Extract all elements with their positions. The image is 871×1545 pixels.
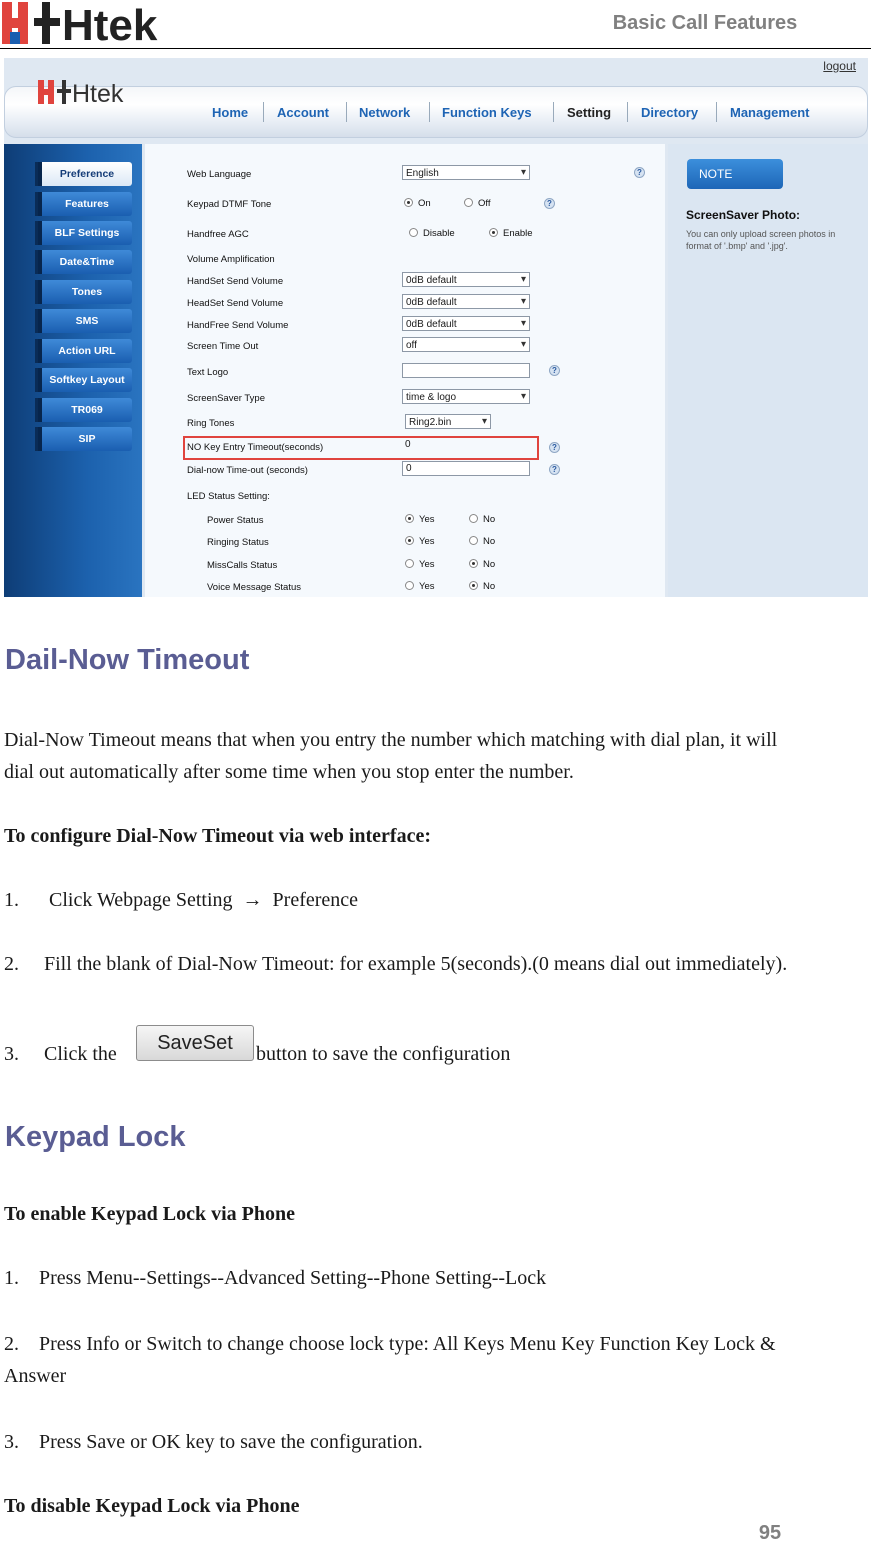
note-panel [668,144,868,597]
misscalls-no-radio[interactable] [469,559,478,568]
sidebar-item-tr069[interactable]: TR069 [38,398,132,422]
web-language-label: Web Language [187,169,252,180]
sidebar-item-softkey-layout[interactable]: Softkey Layout [38,368,132,392]
intro-line-1: Dial-Now Timeout means that when you entry the number which matching with dial plan, it will [4,729,778,751]
help-icon[interactable]: ? [544,198,555,209]
preference-form [145,144,665,597]
ring-tones-select[interactable]: Ring2.bin ▾ [405,414,491,429]
keypad-step-2: 2. Press Info or Switch to change choose lock type: All Keys Menu Key Function Key Lock & [4,1333,776,1355]
nav-divider [553,102,554,122]
nav-divider [716,102,717,122]
nav-account[interactable]: Account [277,105,329,120]
heading-keypad-lock: Keypad Lock [5,1121,186,1153]
no-key-entry-timeout-label: NO Key Entry Timeout(seconds) [187,442,324,453]
page-number: 95 [758,1522,782,1544]
misscalls-yes-radio[interactable] [405,559,414,568]
htek-logo [38,78,148,106]
handfree-send-volume-select[interactable]: 0dB default ▾ [402,316,530,331]
heading-dial-now-timeout: Dail-Now Timeout [5,644,250,676]
sidebar-item-blf-settings[interactable]: BLF Settings [38,221,132,245]
headset-send-volume-select[interactable]: 0dB default ▾ [402,294,530,309]
help-icon[interactable]: ? [634,167,645,178]
voice-msg-no-radio[interactable] [469,581,478,590]
agc-enable-label: Enable [503,228,533,239]
keypad-step-2-cont: Answer [4,1365,67,1387]
power-status-label: Power Status [207,515,264,526]
headset-send-volume-label: HeadSet Send Volume [187,298,284,309]
voice-msg-yes-radio[interactable] [405,581,414,590]
screen-timeout-label: Screen Time Out [187,341,259,352]
step-2: 2. Fill the blank of Dial-Now Timeout: for example 5(seconds).(0 means dial out immediately). [4,953,788,975]
nav-divider [263,102,264,122]
misscalls-yes-label: Yes [419,559,435,570]
sidebar-item-date-time[interactable]: Date&Time [38,250,132,274]
note-text: You can only upload screen photos in format of '.bmp' and '.jpg'. [686,229,836,251]
sidebar-item-sms[interactable]: SMS [38,309,132,333]
header-rule [0,48,871,49]
note-title: ScreenSaver Photo: [686,208,801,222]
nav-network[interactable]: Network [359,105,411,120]
power-yes-radio[interactable] [405,514,414,523]
nav-directory[interactable]: Directory [641,105,699,120]
help-icon[interactable]: ? [549,365,560,376]
document-header-title: Basic Call Features [612,12,798,34]
nav-divider [627,102,628,122]
agc-enable-radio[interactable] [489,228,498,237]
voice-msg-no-label: No [483,581,496,592]
nav-function-keys[interactable]: Function Keys [442,105,532,120]
nav-home[interactable]: Home [212,105,249,120]
agc-disable-label: Disable [423,228,455,239]
help-icon[interactable]: ? [549,464,560,475]
nav-divider [429,102,430,122]
settings-sidebar [4,144,142,597]
nav-divider [346,102,347,122]
nav-setting[interactable]: Setting [567,105,612,120]
dtmf-off-radio[interactable] [464,198,473,207]
volume-amplification-label: Volume Amplification [187,254,275,265]
help-icon[interactable]: ? [549,442,560,453]
sidebar-item-sip[interactable]: SIP [38,427,132,451]
agc-disable-radio[interactable] [409,228,418,237]
ringing-no-label: No [483,536,496,547]
ringing-yes-radio[interactable] [405,536,414,545]
step-1: 1. Click Webpage Setting → Preference [4,889,359,911]
handfree-send-volume-label: HandFree Send Volume [187,320,289,331]
configure-heading: To configure Dial-Now Timeout via web interface: [4,825,432,847]
misscalls-no-label: No [483,559,496,570]
sidebar-item-preference[interactable]: Preference [38,162,132,186]
keypad-step-3: 3. Press Save or OK key to save the configuration. [4,1431,423,1453]
power-yes-label: Yes [419,514,435,525]
web-language-select[interactable]: English ▾ [402,165,530,180]
step-3-suffix: button to save the configuration [256,1043,511,1065]
htek-logo [2,2,192,44]
sidebar-item-action-url[interactable]: Action URL [38,339,132,363]
dtmf-on-label: On [418,198,431,209]
sidebar-item-tones[interactable]: Tones [38,280,132,304]
power-no-label: No [483,514,496,525]
ringing-yes-label: Yes [419,536,435,547]
screen-timeout-select[interactable]: off ▾ [402,337,530,352]
dtmf-off-label: Off [478,198,491,209]
voice-message-status-label: Voice Message Status [207,582,301,593]
misscalls-status-label: MissCalls Status [207,560,278,571]
saveset-button-image: SaveSet [136,1025,254,1061]
htek-logo-text: Htek [62,2,158,44]
led-status-setting-label: LED Status Setting: [187,491,270,502]
handset-send-volume-select[interactable]: 0dB default ▾ [402,272,530,287]
screensaver-type-label: ScreenSaver Type [187,393,265,404]
sidebar-item-features[interactable]: Features [38,192,132,216]
disable-heading: To disable Keypad Lock via Phone [4,1495,300,1517]
ring-tones-label: Ring Tones [187,418,235,429]
step-3-prefix: 3. Click the [4,1043,117,1065]
dialnow-timeout-input[interactable]: 0 [402,461,530,476]
logout-link[interactable]: logout [823,59,856,73]
handset-send-volume-label: HandSet Send Volume [187,276,284,287]
no-key-entry-timeout-input[interactable]: 0 [405,439,411,450]
enable-heading: To enable Keypad Lock via Phone [4,1203,295,1225]
web-ui-screenshot [4,58,868,597]
keypad-step-1: 1. Press Menu--Settings--Advanced Setting--Phone Setting--Lock [4,1267,547,1289]
dtmf-on-radio[interactable] [404,198,413,207]
keypad-dtmf-label: Keypad DTMF Tone [187,199,272,210]
intro-line-2: dial out automatically after some time when you stop enter the number. [4,761,574,783]
ringing-no-radio[interactable] [469,536,478,545]
ringing-status-label: Ringing Status [207,537,269,548]
nav-management[interactable]: Management [730,105,810,120]
handfree-agc-label: Handfree AGC [187,229,249,240]
dialnow-timeout-label: Dial-now Time-out (seconds) [187,465,308,476]
voice-msg-yes-label: Yes [419,581,435,592]
text-logo-label: Text Logo [187,367,229,378]
screensaver-type-select[interactable]: time & logo ▾ [402,389,530,404]
note-tab: NOTE [687,159,783,189]
text-logo-input[interactable] [402,363,530,378]
power-no-radio[interactable] [469,514,478,523]
htek-logo-text: Htek [72,80,124,106]
